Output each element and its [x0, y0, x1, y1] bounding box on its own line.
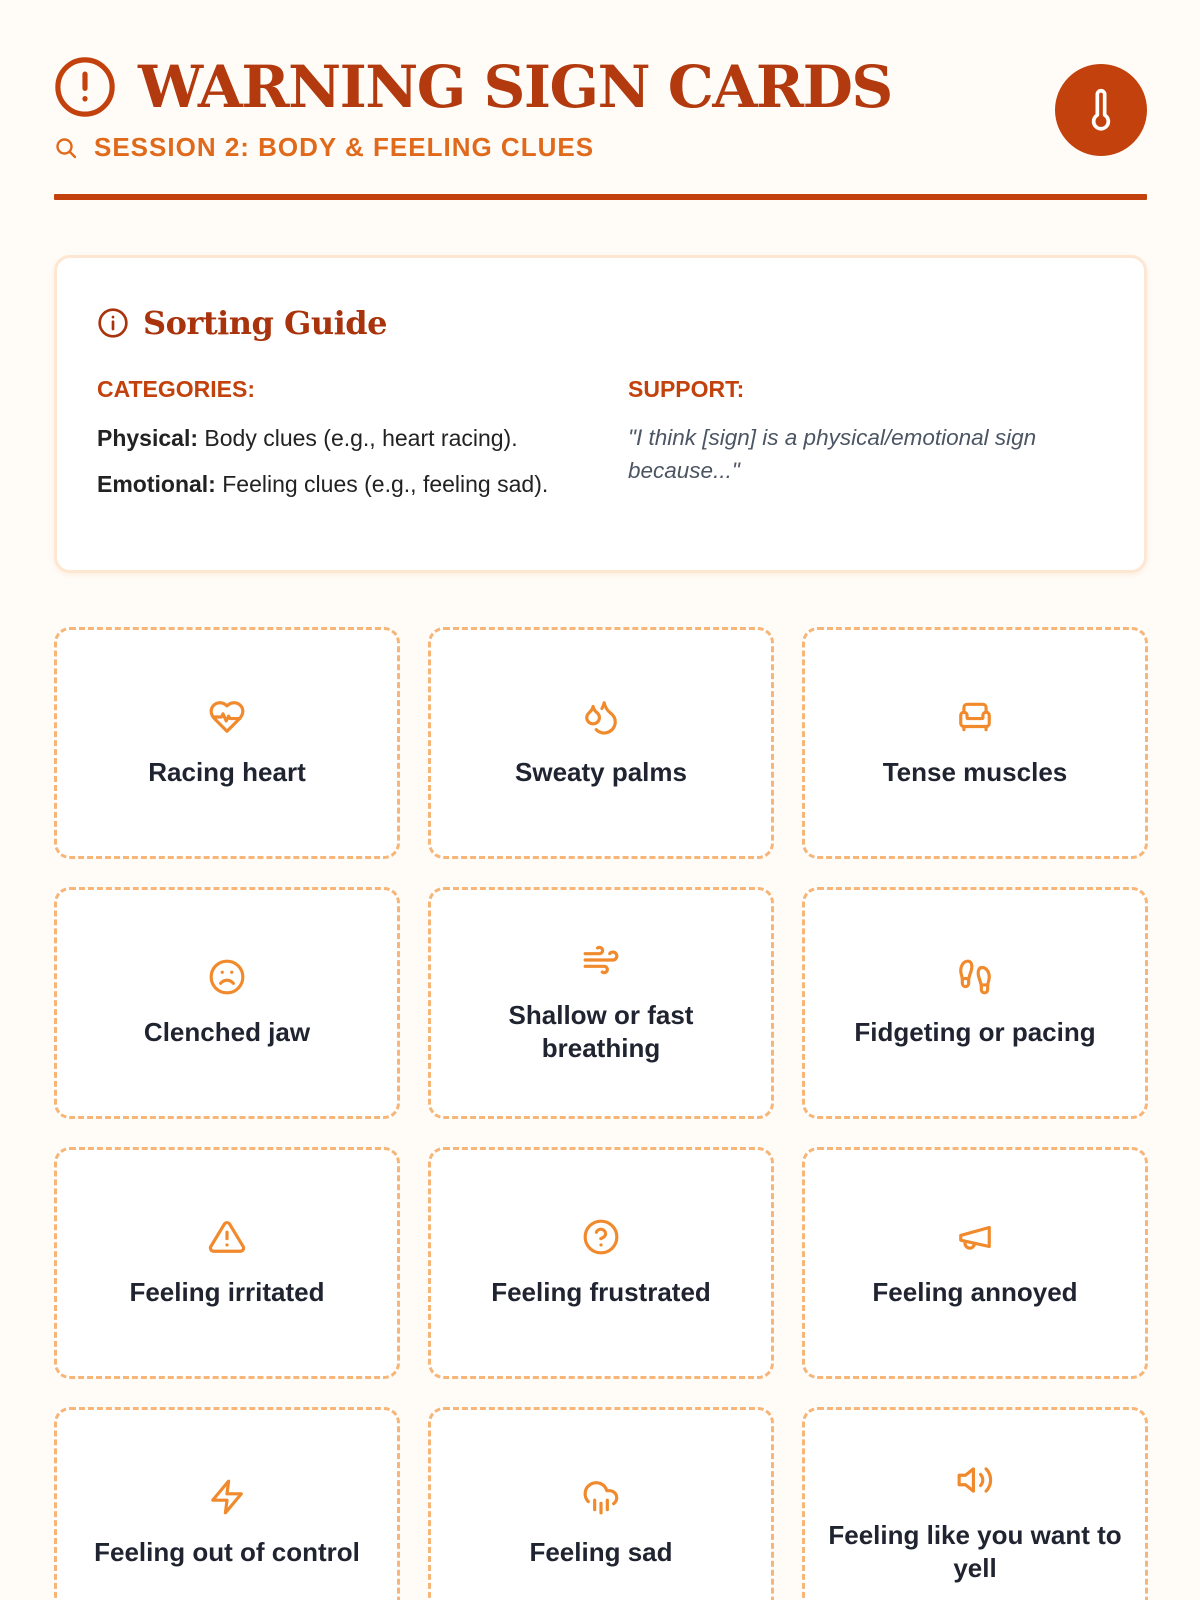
card-label: Clenched jaw [143, 1016, 311, 1047]
physical-definition [97, 421, 567, 455]
thermometer-button[interactable] [1055, 64, 1147, 156]
card-label: Feeling sad [529, 1536, 673, 1567]
card-want-to-yell[interactable] [802, 1407, 1148, 1600]
card-feeling-irritated[interactable] [54, 1147, 400, 1379]
emotional-definition [97, 467, 567, 501]
card-feeling-sad[interactable] [428, 1407, 774, 1600]
card-tense-muscles[interactable] [802, 627, 1148, 859]
volume-icon [956, 1461, 994, 1499]
thermometer-icon [1079, 88, 1123, 132]
droplets-icon [582, 698, 620, 736]
cloud-rain-icon [582, 1478, 620, 1516]
guide-title: Sorting Guide [143, 304, 388, 342]
help-circle-icon [582, 1218, 620, 1256]
warning-sign-cards-page [54, 0, 1147, 1583]
card-clenched-jaw[interactable] [54, 887, 400, 1119]
alert-circle-icon [54, 56, 116, 118]
subtitle-row [54, 132, 594, 163]
alert-triangle-icon [208, 1218, 246, 1256]
categories-column [97, 376, 567, 513]
card-label: Shallow or fast breathing [508, 1000, 694, 1063]
card-sweaty-palms[interactable] [428, 627, 774, 859]
support-sentence-starter: "I think [sign] is a physical/emotional sign because..." [628, 425, 1037, 483]
card-label: Feeling out of control [94, 1536, 360, 1567]
armchair-icon [956, 698, 994, 736]
wind-icon [582, 941, 620, 979]
sorting-guide [54, 255, 1147, 573]
card-label: Feeling annoyed [872, 1276, 1078, 1307]
zap-icon [208, 1478, 246, 1516]
card-label: Feeling like you want to yell [828, 1520, 1122, 1583]
support-column [628, 376, 1108, 487]
support-label: SUPPORT: [628, 376, 745, 402]
frown-icon [208, 958, 246, 996]
card-label: Racing heart [148, 756, 306, 787]
card-label: Feeling frustrated [491, 1276, 711, 1307]
emotional-description: Feeling clues (e.g., feeling sad). [215, 471, 549, 497]
card-label: Sweaty palms [515, 756, 687, 787]
footprints-icon [956, 958, 994, 996]
card-feeling-frustrated[interactable] [428, 1147, 774, 1379]
page-subtitle: SESSION 2: BODY & FEELING CLUES [94, 132, 595, 162]
physical-term: Physical: [97, 425, 198, 451]
card-label: Fidgeting or pacing [854, 1016, 1096, 1047]
megaphone-icon [956, 1218, 994, 1256]
header-divider [54, 194, 1147, 200]
card-out-of-control[interactable] [54, 1407, 400, 1600]
card-racing-heart[interactable] [54, 627, 400, 859]
physical-description: Body clues (e.g., heart racing). [198, 425, 518, 451]
card-label: Feeling irritated [129, 1276, 325, 1307]
info-icon [97, 307, 129, 339]
title-row [54, 53, 892, 121]
card-fidgeting[interactable] [802, 887, 1148, 1119]
page-title: WARNING SIGN CARDS [138, 53, 892, 121]
card-feeling-annoyed[interactable] [802, 1147, 1148, 1379]
search-icon [54, 136, 78, 160]
emotional-term: Emotional: [97, 471, 216, 497]
heart-pulse-icon [208, 698, 246, 736]
card-grid [54, 627, 1147, 1600]
categories-label: CATEGORIES: [97, 376, 256, 402]
page-header [54, 0, 1147, 200]
guide-header [97, 304, 387, 342]
card-label: Tense muscles [882, 756, 1068, 787]
card-shallow-breathing[interactable] [428, 887, 774, 1119]
